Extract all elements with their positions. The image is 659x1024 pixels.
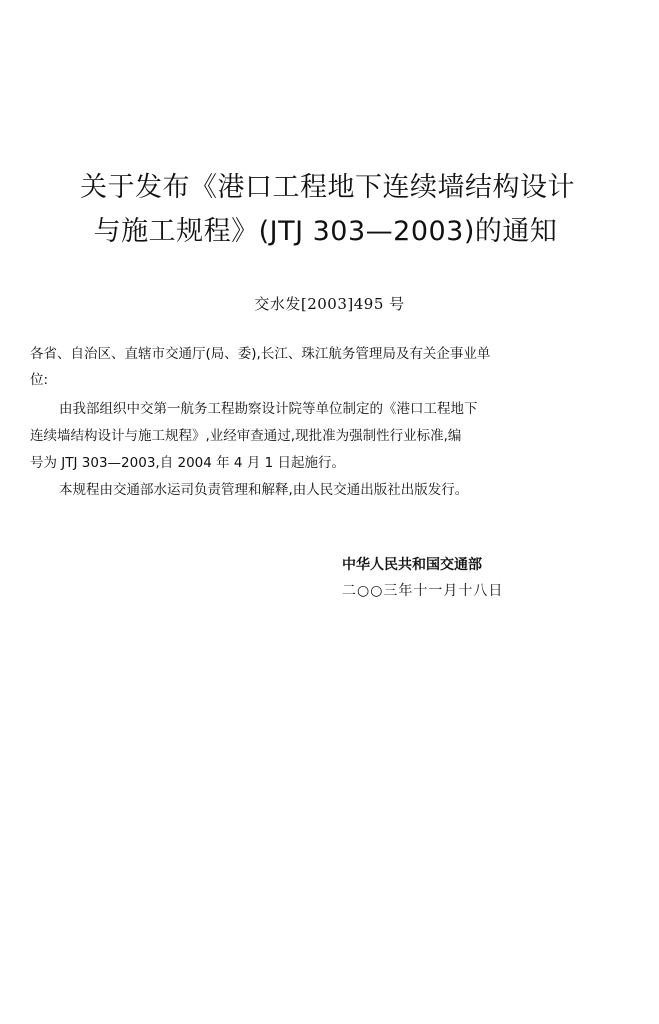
body-paragraph-2-line-1: 本规程由交通部水运司负责管理和解释,由人民交通出版社出版发行。: [59, 482, 469, 498]
issuing-authority: 中华人民共和国交通部: [342, 557, 482, 573]
body-paragraph-1-line-1: 由我部组织中交第一航务工程勘察设计院等单位制定的《港口工程地下: [59, 401, 478, 417]
addressee-line-2: 位:: [30, 372, 49, 388]
notice-title-line-1: 关于发布《港口工程地下连续墙结构设计: [80, 172, 575, 203]
addressee-line-1: 各省、自治区、直辖市交通厅(局、委),长江、珠江航务管理局及有关企事业单: [30, 346, 491, 362]
issue-date: 二○○三年十一月十八日: [342, 583, 504, 599]
body-paragraph-1-line-3: 号为 JTJ 303—2003,自 2004 年 4 月 1 日起施行。: [30, 455, 345, 471]
document-number: 交水发[2003]495 号: [254, 295, 405, 313]
notice-title-line-2: 与施工规程》(JTJ 303—2003)的通知: [93, 216, 558, 247]
body-paragraph-1-line-2: 连续墙结构设计与施工规程》,业经审查通过,现批准为强制性行业标准,编: [30, 428, 462, 444]
